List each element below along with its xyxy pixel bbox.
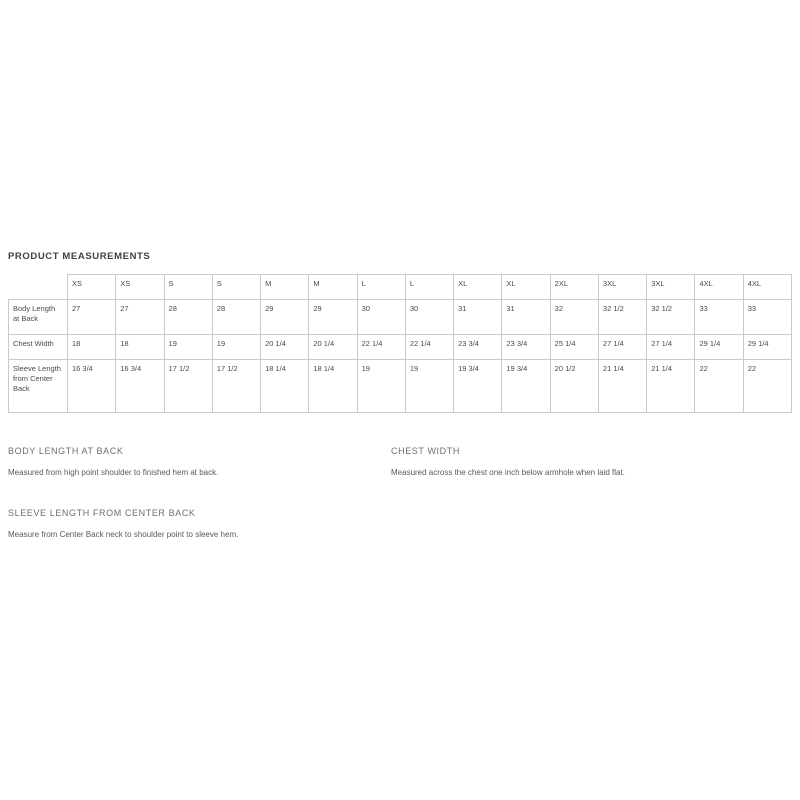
table-cell: 22 <box>695 360 743 413</box>
table-cell: 16 3/4 <box>116 360 164 413</box>
table-cell: 32 1/2 <box>598 300 646 335</box>
table-column-header: 3XL <box>598 275 646 300</box>
table-cell: 19 <box>164 335 212 360</box>
table-cell: 28 <box>212 300 260 335</box>
table-row <box>9 360 792 413</box>
table-cell: 22 1/4 <box>405 335 453 360</box>
table-row <box>9 335 792 360</box>
table-column-header: S <box>164 275 212 300</box>
table-cell: 27 <box>116 300 164 335</box>
table-cell: 33 <box>743 300 791 335</box>
table-cell: 17 1/2 <box>164 360 212 413</box>
table-cell: 20 1/4 <box>261 335 309 360</box>
table-cell: 21 1/4 <box>598 360 646 413</box>
table-cell: 18 <box>68 335 116 360</box>
table-cell: 33 <box>695 300 743 335</box>
table-cell: 28 <box>164 300 212 335</box>
table-row <box>9 300 792 335</box>
table-cell: 18 1/4 <box>261 360 309 413</box>
table-column-header: XS <box>68 275 116 300</box>
table-column-header: M <box>309 275 357 300</box>
table-column-header: S <box>212 275 260 300</box>
table-cell: 17 1/2 <box>212 360 260 413</box>
note-chest-width <box>391 446 781 478</box>
table-column-header: L <box>405 275 453 300</box>
table-column-header: M <box>261 275 309 300</box>
table-cell: 19 <box>405 360 453 413</box>
table-cell: 18 1/4 <box>309 360 357 413</box>
table-cell: 19 3/4 <box>502 360 550 413</box>
page-title: PRODUCT MEASUREMENTS <box>8 251 151 262</box>
note-title: SLEEVE LENGTH FROM CENTER BACK <box>8 508 196 518</box>
table-cell: 21 1/4 <box>647 360 695 413</box>
table-column-header: 4XL <box>695 275 743 300</box>
table-header-row <box>9 275 792 300</box>
table-cell: 29 1/4 <box>695 335 743 360</box>
table-column-header: XS <box>116 275 164 300</box>
note-title: CHEST WIDTH <box>391 446 460 456</box>
note-text: Measure from Center Back neck to shoulder point to sleeve hem. <box>8 530 239 539</box>
table-cell: 19 <box>212 335 260 360</box>
note-title: BODY LENGTH AT BACK <box>8 446 124 456</box>
row-label: Chest Width <box>9 335 68 360</box>
table-cell: 29 <box>261 300 309 335</box>
table-column-header: XL <box>454 275 502 300</box>
table-cell: 32 1/2 <box>647 300 695 335</box>
note-sleeve-length <box>8 508 378 540</box>
row-label: Sleeve Length from Center Back <box>9 360 68 413</box>
table-cell: 23 3/4 <box>502 335 550 360</box>
table-cell: 27 1/4 <box>647 335 695 360</box>
table-cell: 27 1/4 <box>598 335 646 360</box>
row-label: Body Length at Back <box>9 300 68 335</box>
table-column-header: 4XL <box>743 275 791 300</box>
table-cell: 23 3/4 <box>454 335 502 360</box>
table-column-header: 2XL <box>550 275 598 300</box>
table-cell: 16 3/4 <box>68 360 116 413</box>
table-cell: 19 <box>357 360 405 413</box>
table-column-header: 3XL <box>647 275 695 300</box>
note-body-length <box>8 446 378 478</box>
table-column-header: L <box>357 275 405 300</box>
table-cell: 20 1/2 <box>550 360 598 413</box>
table-cell: 20 1/4 <box>309 335 357 360</box>
table-cell: 22 <box>743 360 791 413</box>
table-cell: 22 1/4 <box>357 335 405 360</box>
table-corner-cell <box>9 275 68 300</box>
table-cell: 29 1/4 <box>743 335 791 360</box>
note-text: Measured across the chest one inch below armhole when laid flat. <box>391 468 625 477</box>
note-text: Measured from high point shoulder to finished hem at back. <box>8 468 219 477</box>
table-cell: 19 3/4 <box>454 360 502 413</box>
table-cell: 29 <box>309 300 357 335</box>
table-cell: 25 1/4 <box>550 335 598 360</box>
table-cell: 27 <box>68 300 116 335</box>
table-cell: 32 <box>550 300 598 335</box>
table-cell: 31 <box>502 300 550 335</box>
table-cell: 31 <box>454 300 502 335</box>
table-cell: 18 <box>116 335 164 360</box>
table-cell: 30 <box>405 300 453 335</box>
table-cell: 30 <box>357 300 405 335</box>
table-column-header: XL <box>502 275 550 300</box>
measurements-table <box>8 274 792 413</box>
